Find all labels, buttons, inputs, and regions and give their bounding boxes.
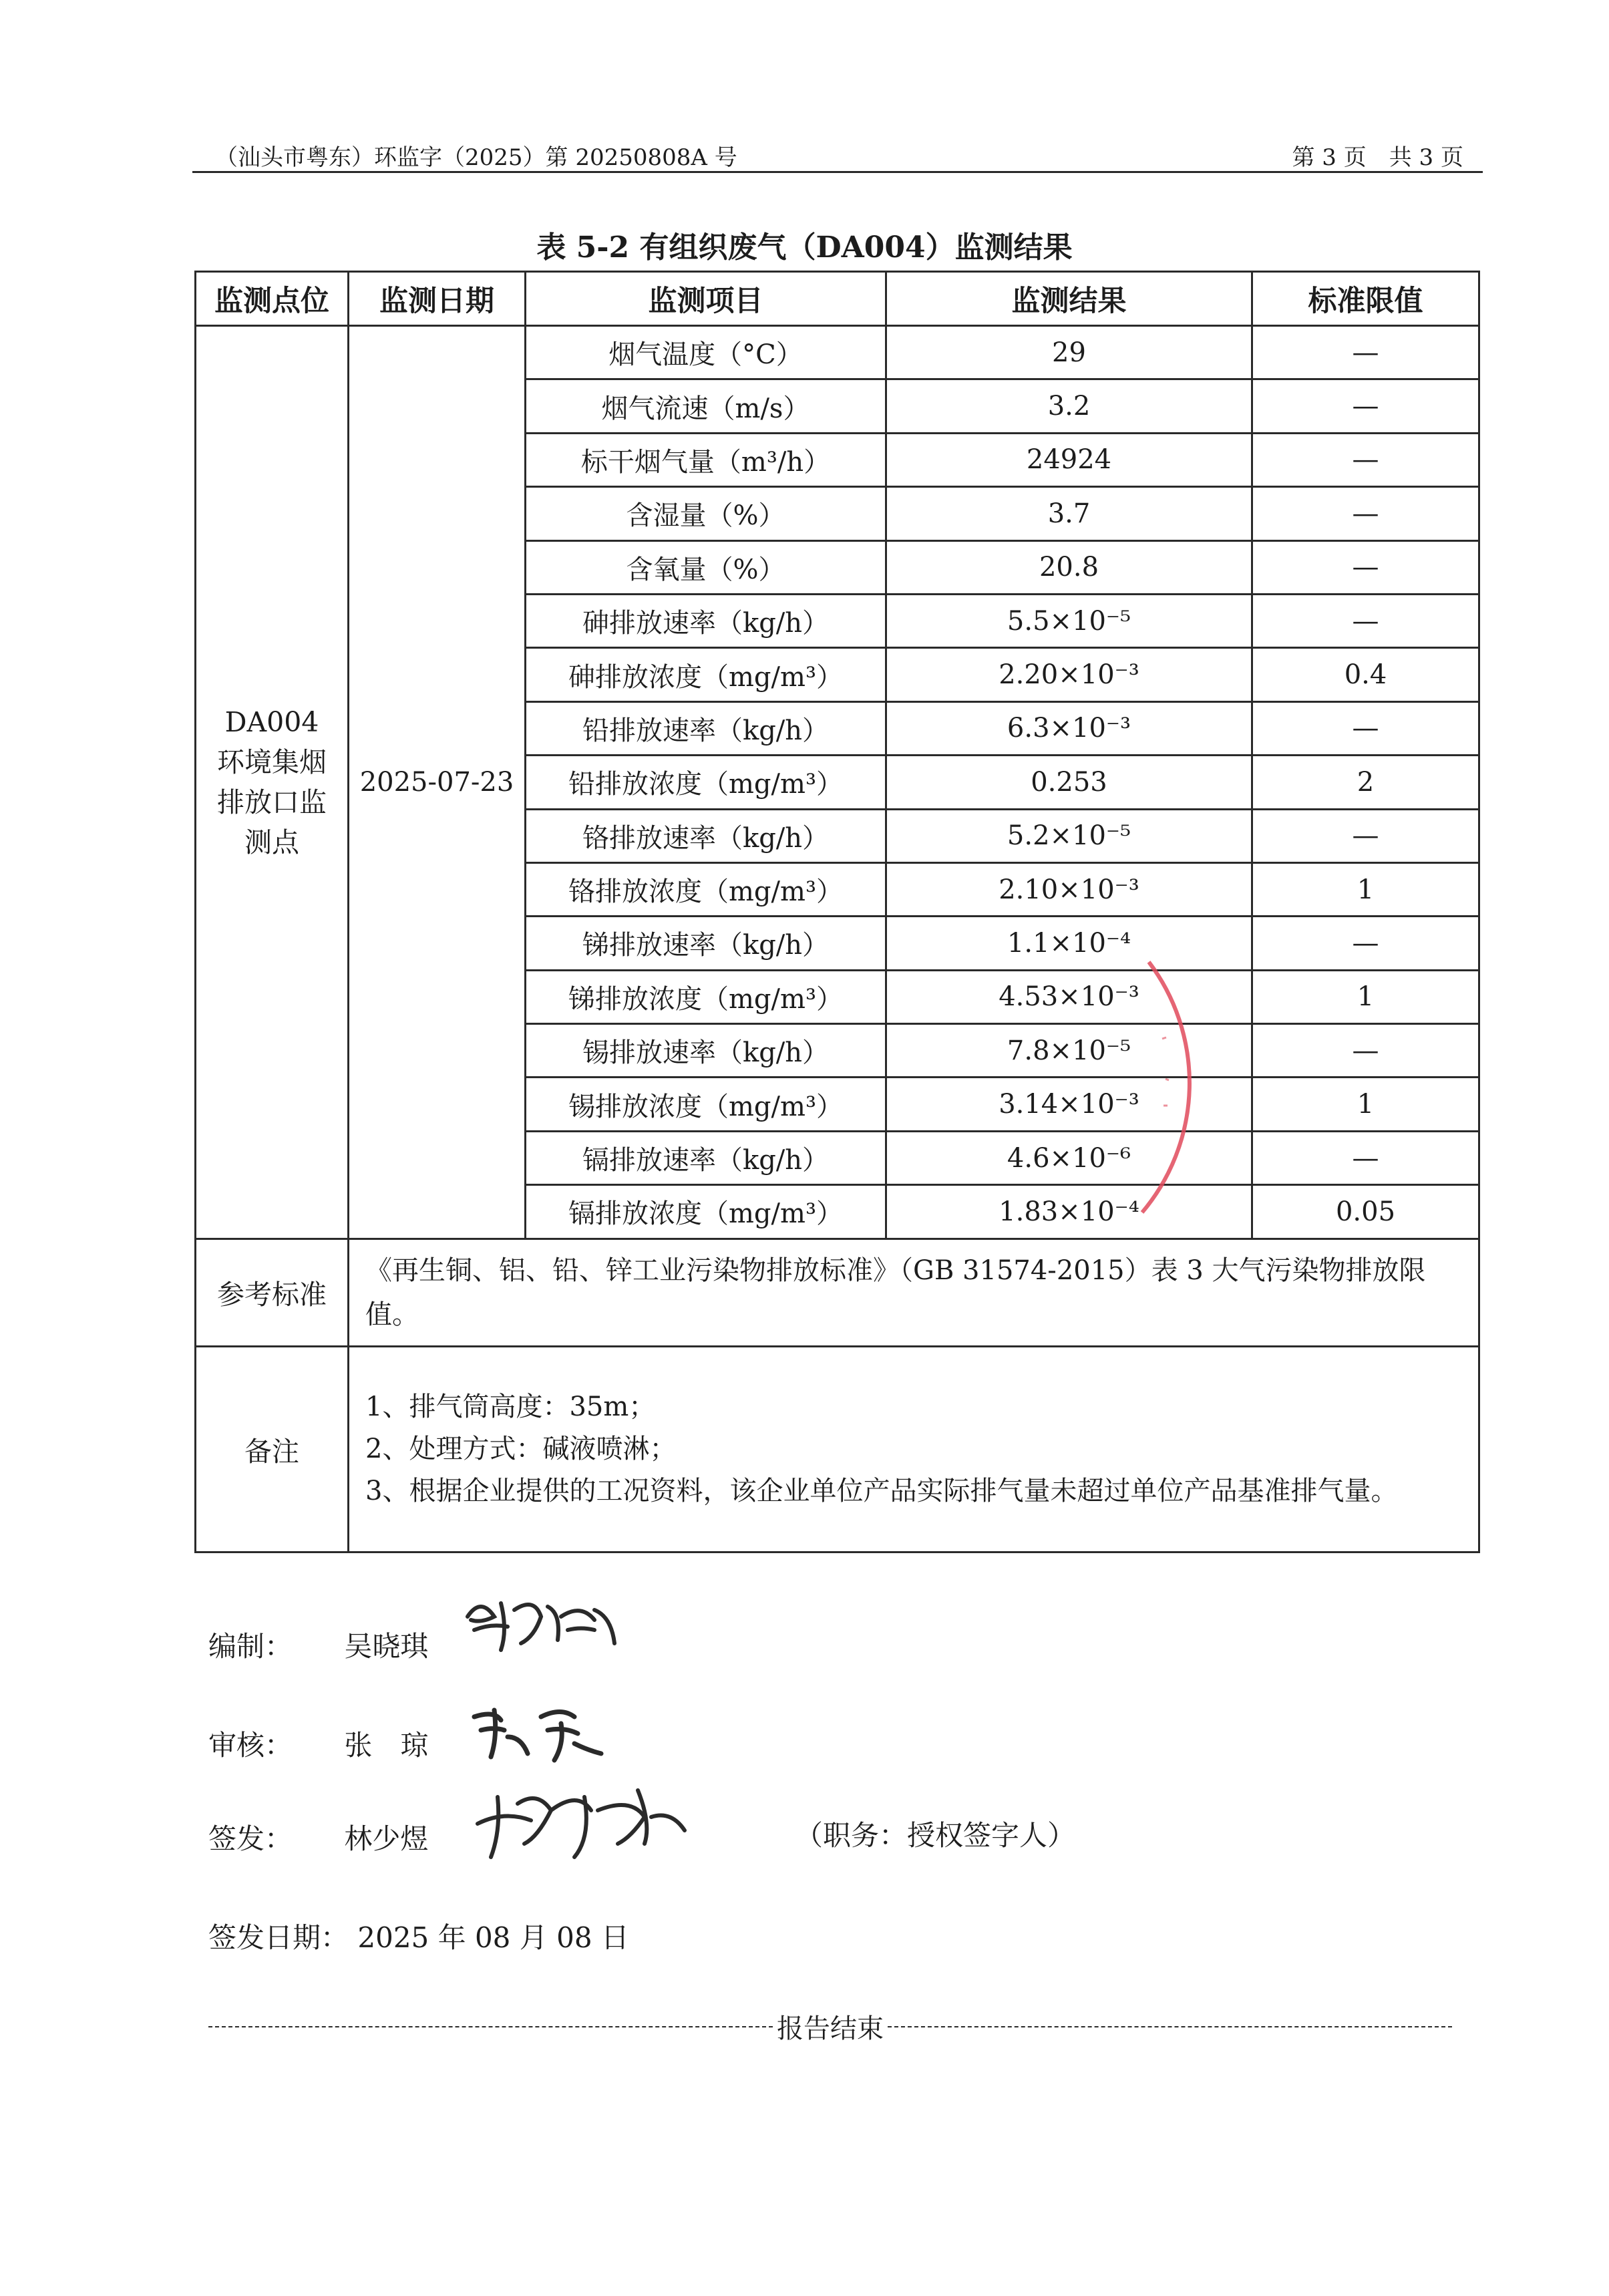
issue-date-value: 2025 年 08 月 08 日 (357, 1921, 629, 1954)
item-cell: 烟气温度（°C） (526, 326, 886, 379)
item-cell: 镉排放浓度（mg/m³） (526, 1185, 886, 1239)
item-cell: 含氧量（%） (526, 540, 886, 594)
location-line: 环境集烟 (217, 746, 327, 778)
result-cell: 1.83×10⁻⁴ (886, 1185, 1252, 1239)
table-row (196, 326, 1479, 379)
result-cell: 0.253 (886, 756, 1252, 809)
col-header-location: 监测点位 (196, 272, 349, 326)
red-stamp-seal (968, 932, 1249, 1239)
item-cell: 锡排放速率（kg/h） (526, 1024, 886, 1078)
item-cell: 锡排放浓度（mg/m³） (526, 1078, 886, 1131)
limit-cell: — (1252, 1131, 1479, 1184)
header-page-info: 第 3 页 共 3 页 (1292, 144, 1463, 171)
result-cell: 5.5×10⁻⁵ (886, 594, 1252, 647)
result-cell: 6.3×10⁻³ (886, 701, 1252, 755)
signatory-duty: （职务：授权签字人） (795, 1819, 1076, 1852)
issued-by-name: 林少煜 (344, 1822, 429, 1855)
item-cell: 烟气流速（m/s） (526, 379, 886, 433)
limit-cell: — (1252, 809, 1479, 862)
reviewed-by-label: 审核： (208, 1729, 293, 1762)
result-cell: 20.8 (886, 540, 1252, 594)
issued-by-row (208, 1817, 428, 1857)
result-cell: 5.2×10⁻⁵ (886, 809, 1252, 862)
item-cell: 铅排放浓度（mg/m³） (526, 756, 886, 809)
item-cell: 铬排放速率（kg/h） (526, 809, 886, 862)
result-cell: 1.1×10⁻⁴ (886, 917, 1252, 970)
item-cell: 镉排放速率（kg/h） (526, 1131, 886, 1184)
col-header-date: 监测日期 (349, 272, 526, 326)
note-line: 3、根据企业提供的工况资料，该企业单位产品实际排气量未超过单位产品基准排气量。 (365, 1475, 1398, 1506)
note-line: 2、处理方式：碱液喷淋； (365, 1433, 677, 1464)
result-cell: 7.8×10⁻⁵ (886, 1024, 1252, 1078)
date-cell: 2025-07-23 (349, 326, 526, 1239)
issued-by-label: 签发： (208, 1822, 293, 1855)
header-report-number: （汕头市粤东）环监字（2025）第 20250808A 号 (215, 144, 737, 171)
issued-by-signature (471, 1777, 691, 1864)
end-dash-left (208, 2026, 773, 2027)
result-cell: 3.2 (886, 379, 1252, 433)
notes-text (349, 1346, 1479, 1552)
reviewed-by-name: 张 琼 (344, 1729, 429, 1762)
location-line: 排放口监 (217, 786, 327, 818)
compiled-by-signature (461, 1590, 628, 1663)
reference-text: 《再生铜、铝、铅、锌工业污染物排放标准》（GB 31574-2015）表 3 大气污染物排放限值。 (349, 1239, 1479, 1346)
result-cell: 4.53×10⁻³ (886, 970, 1252, 1023)
item-cell: 铬排放浓度（mg/m³） (526, 862, 886, 916)
limit-cell: 1 (1252, 862, 1479, 916)
result-cell: 3.7 (886, 487, 1252, 540)
notes-row (196, 1346, 1479, 1552)
limit-cell: 2 (1252, 756, 1479, 809)
result-cell: 4.6×10⁻⁶ (886, 1131, 1252, 1184)
result-cell: 2.10×10⁻³ (886, 862, 1252, 916)
limit-cell: — (1252, 379, 1479, 433)
limit-cell: — (1252, 594, 1479, 647)
col-header-item: 监测项目 (526, 272, 886, 326)
result-cell: 2.20×10⁻³ (886, 648, 1252, 701)
limit-cell: — (1252, 433, 1479, 486)
item-cell: 锑排放浓度（mg/m³） (526, 970, 886, 1023)
results-table (194, 271, 1480, 1553)
location-cell (196, 326, 349, 1239)
limit-cell: — (1252, 917, 1479, 970)
location-line: 测点 (244, 826, 299, 858)
limit-cell: 1 (1252, 970, 1479, 1023)
limit-cell: — (1252, 701, 1479, 755)
limit-cell: 0.4 (1252, 648, 1479, 701)
item-cell: 含湿量（%） (526, 487, 886, 540)
limit-cell: — (1252, 326, 1479, 379)
issue-date-label: 签发日期： (208, 1921, 349, 1954)
item-cell: 砷排放浓度（mg/m³） (526, 648, 886, 701)
compiled-by-label: 编制： (208, 1630, 293, 1663)
result-cell: 3.14×10⁻³ (886, 1078, 1252, 1131)
reference-row (196, 1239, 1479, 1346)
limit-cell: — (1252, 540, 1479, 594)
issue-date (208, 1916, 629, 1956)
col-header-limit: 标准限值 (1252, 272, 1479, 326)
table-header-row (196, 272, 1479, 326)
notes-label: 备注 (196, 1346, 349, 1552)
report-end-line (208, 2007, 1452, 2045)
item-cell: 锑排放速率（kg/h） (526, 917, 886, 970)
location-line: DA004 (224, 705, 319, 738)
table-body (196, 326, 1479, 1239)
reference-label: 参考标准 (196, 1239, 349, 1346)
limit-cell: — (1252, 487, 1479, 540)
reviewed-by-row (208, 1724, 428, 1764)
reviewed-by-signature (468, 1697, 614, 1770)
limit-cell: 0.05 (1252, 1185, 1479, 1239)
end-dash-right (888, 2026, 1452, 2027)
item-cell: 砷排放速率（kg/h） (526, 594, 886, 647)
result-cell: 24924 (886, 433, 1252, 486)
table-title: 表 5-2 有组织废气（DA004）监测结果 (536, 230, 1073, 265)
note-line: 1、排气筒高度：35m； (365, 1391, 656, 1422)
limit-cell: 1 (1252, 1078, 1479, 1131)
item-cell: 标干烟气量（m³/h） (526, 433, 886, 486)
col-header-result: 监测结果 (886, 272, 1252, 326)
limit-cell: — (1252, 1024, 1479, 1078)
compiled-by-name: 吴晓琪 (344, 1630, 429, 1663)
header-rule (192, 171, 1483, 173)
report-end-text: 报告结束 (777, 2013, 884, 2044)
result-cell: 29 (886, 326, 1252, 379)
item-cell: 铅排放速率（kg/h） (526, 701, 886, 755)
compiled-by-row (208, 1625, 428, 1665)
